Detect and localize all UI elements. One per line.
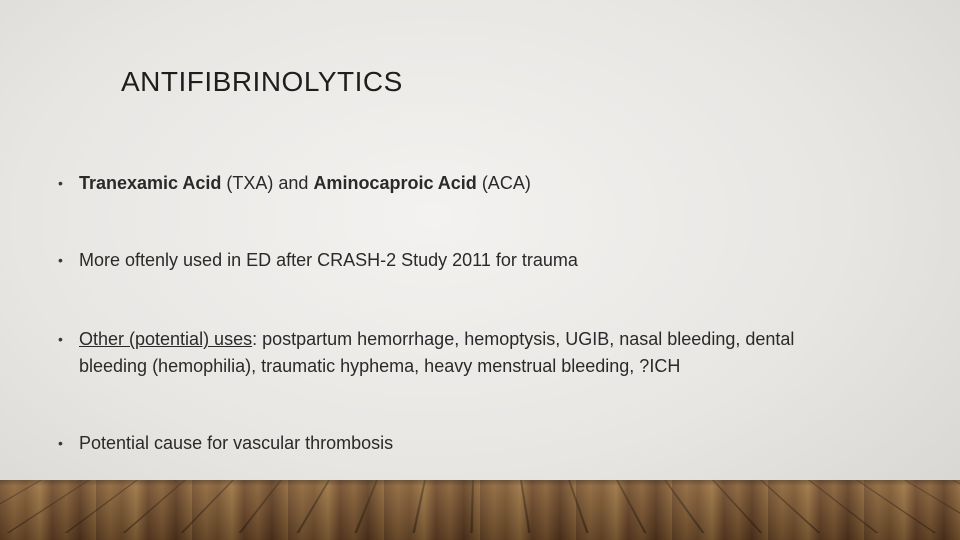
bullet-dot-icon: • — [58, 331, 63, 347]
floor-shade — [0, 480, 960, 540]
other-uses-label: Other (potential) uses — [79, 329, 253, 349]
bullet-dot-icon: • — [58, 175, 63, 191]
tranexamic-abbr: (TXA) and — [221, 173, 314, 193]
bullet-text: Potential cause for vascular thrombosis — [79, 433, 394, 453]
bullet-dot-icon: • — [58, 252, 63, 268]
other-uses-list: : postpartum hemorrhage, hemoptysis, UGIB, nasal bleeding, dental bleeding (hemophilia), traumatic hyphema, heavy menstrual bleeding, ?ICH — [79, 329, 795, 376]
bullet-dot-icon: • — [58, 435, 63, 451]
bullet-text: More oftenly used in ED after CRASH-2 Study 2011 for trauma — [79, 250, 578, 270]
bullet-text — [79, 326, 849, 380]
aminocaproic-abbr: (ACA) — [476, 173, 531, 193]
wood-floor-decoration — [0, 480, 960, 540]
aminocaproic-acid-term: Aminocaproic Acid — [313, 173, 477, 193]
tranexamic-acid-term: Tranexamic Acid — [79, 173, 222, 193]
slide-title: ANTIFIBRINOLYTICS — [121, 66, 403, 97]
bullet-text — [79, 170, 849, 197]
